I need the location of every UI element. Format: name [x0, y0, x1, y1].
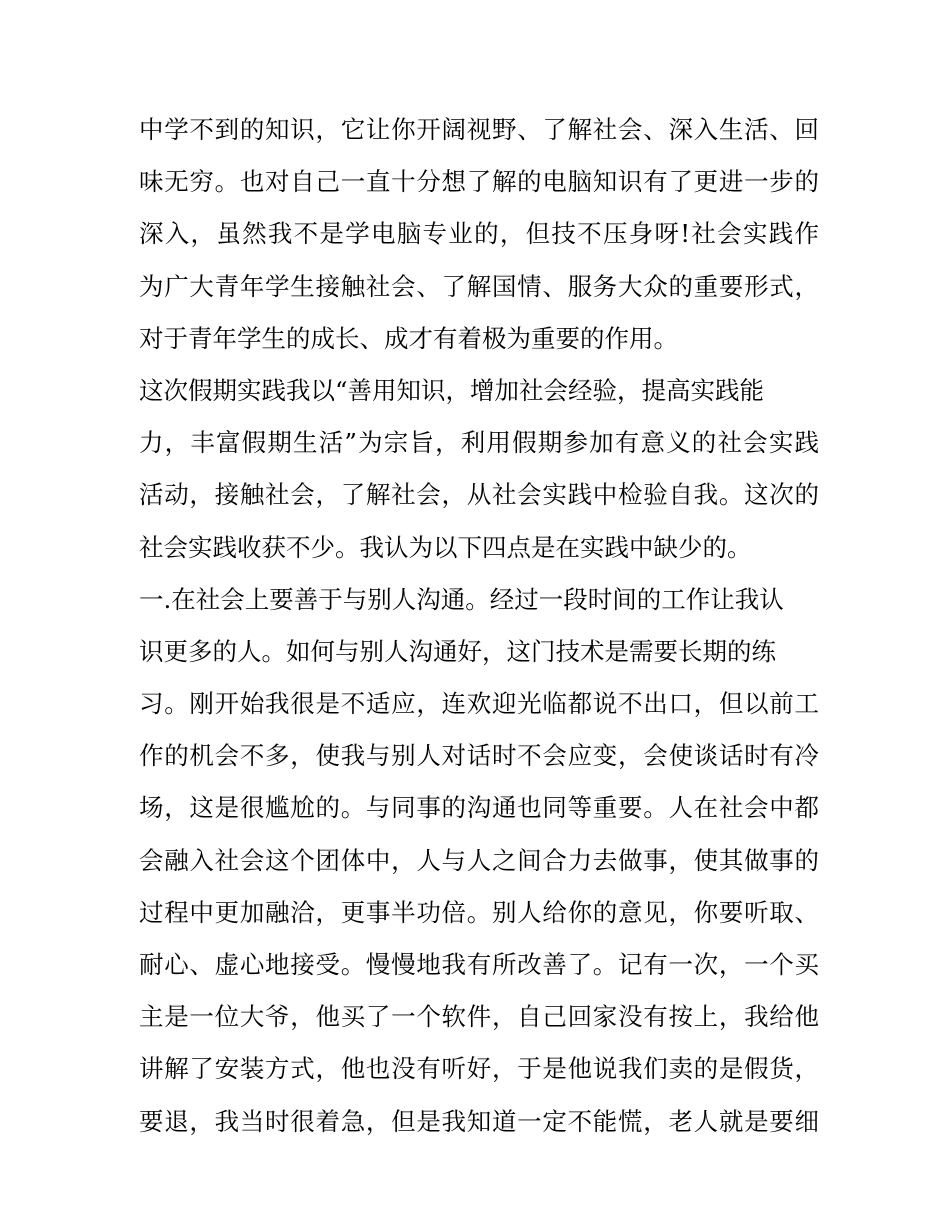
- body-text: [139, 104, 819, 1148]
- text-line-9: 社会实践收获不少。我认为以下四点是在实践中缺少的。: [139, 532, 752, 562]
- text-line-10: 一.在社会上要善于与别人沟通。经过一段时间的工作让我认: [139, 584, 784, 614]
- text-line-18: 主是一位大爷，他买了一个软件，自己回家没有按上，我给他: [139, 1002, 819, 1032]
- text-line-3: 深入，虽然我不是学电脑专业的，但技不压身呀!社会实践作: [139, 219, 819, 249]
- text-line-7: 力，丰富假期生活”为宗旨，利用假期参加有意义的社会实践: [139, 428, 819, 458]
- text-line-14: 场，这是很尴尬的。与同事的沟通也同等重要。人在社会中都: [139, 793, 819, 823]
- text-line-5: 对于青年学生的成长、成才有着极为重要的作用。: [139, 323, 678, 353]
- text-line-12: 习。刚开始我很是不适应，连欢迎光临都说不出口，但以前工: [139, 689, 819, 719]
- text-line-2: 味无穷。也对自己一直十分想了解的电脑知识有了更进一步的: [139, 167, 819, 197]
- text-line-13: 作的机会不多，使我与别人对话时不会应变，会使谈话时有冷: [139, 741, 819, 771]
- text-line-11: 识更多的人。如何与别人沟通好，这门技术是需要长期的练: [139, 636, 776, 666]
- text-line-1: 中学不到的知识，它让你开阔视野、了解社会、深入生活、回: [139, 115, 819, 144]
- text-line-19: 讲解了安装方式，他也没有听好，于是他说我们卖的是假货，: [139, 1054, 819, 1084]
- text-line-17: 耐心、虚心地接受。慢慢地我有所改善了。记有一次，一个买: [139, 950, 819, 979]
- text-line-16: 过程中更加融洽，更事半功倍。别人给你的意见，你要听取、: [139, 897, 819, 927]
- text-line-8: 活动，接触社会，了解社会，从社会实践中检验自我。这次的: [139, 480, 819, 510]
- text-line-6: 这次假期实践我以“善用知识，增加社会经验，提高实践能: [139, 375, 765, 405]
- text-line-15: 会融入社会这个团体中，人与人之间合力去做事，使其做事的: [139, 845, 819, 875]
- text-line-4: 为广大青年学生接触社会、了解国情、服务大众的重要形式，: [139, 271, 819, 301]
- text-line-20: 要退，我当时很着急，但是我知道一定不能慌，老人就是要细: [139, 1106, 819, 1136]
